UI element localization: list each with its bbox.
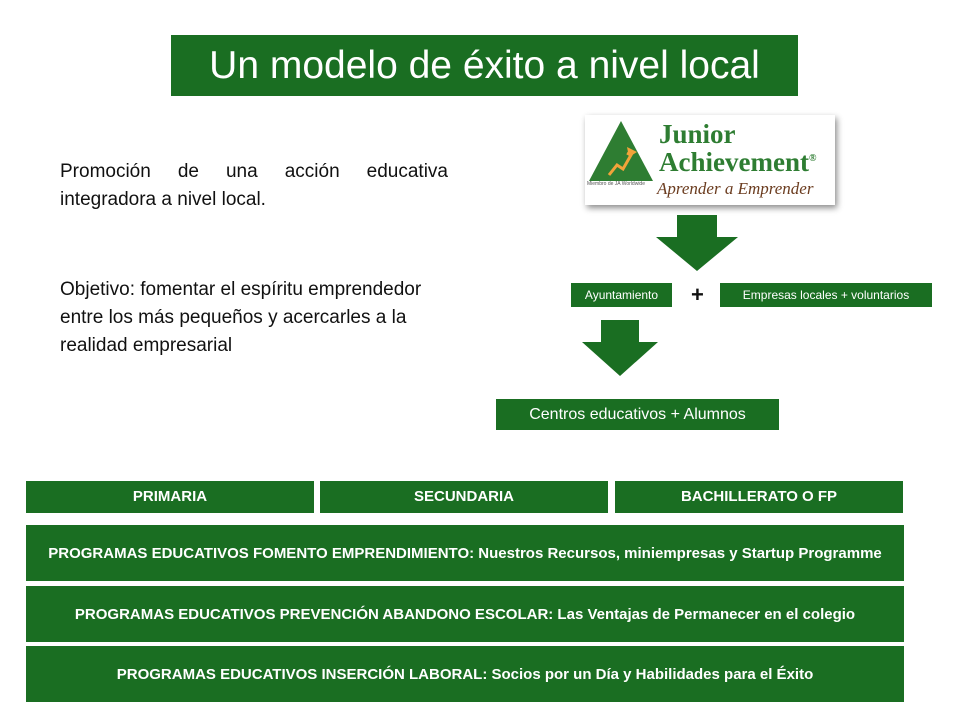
- logo-word-achievement: Achievement®: [659, 147, 817, 177]
- logo-word-junior: Junior: [659, 119, 736, 149]
- level-bachillerato: BACHILLERATO O FP: [615, 481, 903, 513]
- down-arrow-icon: [582, 320, 658, 376]
- program-insercion-laboral: PROGRAMAS EDUCATIVOS INSERCIÓN LABORAL: Socios por un Día y Habilidades para el Éxito: [26, 646, 904, 702]
- program-abandono-escolar: PROGRAMAS EDUCATIVOS PREVENCIÓN ABANDONO ESCOLAR: Las Ventajas de Permanecer en el colegio: [26, 586, 904, 642]
- slide-title: Un modelo de éxito a nivel local: [171, 35, 798, 96]
- registered-mark: ®: [808, 153, 817, 164]
- logo-tagline: Aprender a Emprender: [657, 179, 814, 198]
- ja-triangle-logo-icon: [587, 119, 655, 183]
- intro-paragraph: Promoción de una acción educativa integradora a nivel local.: [60, 161, 448, 210]
- junior-achievement-logo: [585, 115, 835, 205]
- empresas-label: Empresas locales + voluntarios: [720, 283, 932, 307]
- program-emprendimiento: PROGRAMAS EDUCATIVOS FOMENTO EMPRENDIMIENTO: Nuestros Recursos, miniempresas y Startup Programme: [26, 525, 904, 581]
- down-arrow-icon: [656, 215, 738, 271]
- ayuntamiento-label: Ayuntamiento: [571, 283, 672, 307]
- objective-paragraph: Objetivo: fomentar el espíritu emprendedor entre los más pequeños y acercarles a la realidad empresarial: [60, 279, 422, 356]
- member-text: Miembro de JA Worldwide: [587, 181, 645, 187]
- level-secundaria: SECUNDARIA: [320, 481, 608, 513]
- plus-sign: +: [691, 282, 704, 307]
- level-primaria: PRIMARIA: [26, 481, 314, 513]
- centros-label: Centros educativos + Alumnos: [496, 399, 779, 430]
